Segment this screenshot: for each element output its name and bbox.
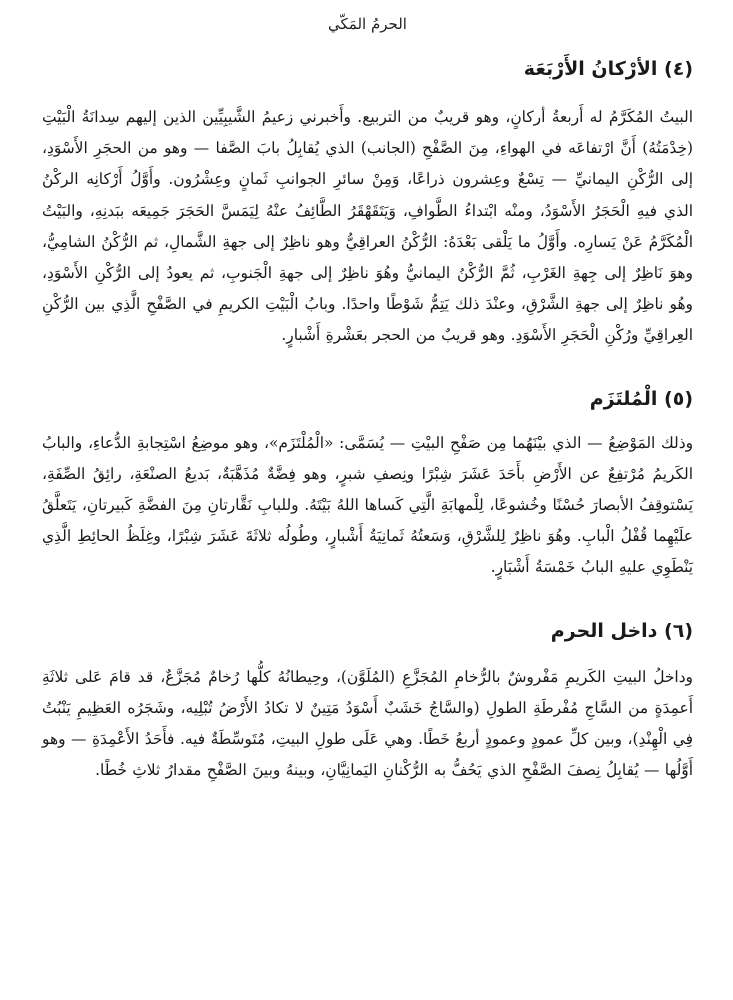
section-paragraph: وذلك المَوْضِعُ — الذي بيْنَهُما مِن صَفْحِ البيْتِ — يُسَمَّى: «الْمُلْتَزَم»، وهو موضِعُ اسْتِجابةِ الدُّعاءِ، والبابُ الكَريمُ مُرْتفِعٌ عن الأَرْضِ بأَحَدَ عَشَرَ شِبْرًا ونِصفِ شبرٍ، وهو فِضَّةٌ مُذَهَّبَةٌ، بَديعُ الصنْعَةِ، رائِقُ الصِّفَةِ، يَسْتوقِفُ الأبصارَ حُسْنًا وخُشوعًا، لِلْمهابَةِ الَّتِي كَساها اللهُ بَيْتَهُ. وللبابِ نَقَّارتانِ مِنَ الفضَّةِ كَبيرتانِ، يَتَعلَّقُ علَيْهِما قُفْلُ الْبابِ. وهُوَ ناظِرٌ لِلشَّرْقِ، وَسَعتُهُ ثَمانِيَةُ أَشْبارٍ، وطُولُه ثلاثَةَ عَشَرَ شِبْرًا، وغِلَظُ الحائِطِ الَّذِي يَنْطَوِي عليهِ البابُ خَمْسَةُ أَشْبَارٍ.	[42, 433, 693, 577]
section-paragraph: البيتُ المُكَرَّمُ له أَربعةُ أركانٍ، وهو قريبٌ من التربيع. وأَخبرني زعيمُ الشَّيبِيِّين الذين إليهم سِدانَةُ الْبَيْتِ (خِدْمَتُهُ) أَنَّ ارْتفاعَه في الهواءِ، مِنَ الصَّفْحِ (الجانب) الذي يُقابِلُ بابَ الصَّفا — وهو من الحجَرِ الأَسْوَدِ، إلى الرُّكْنِ اليمانيِّ — تِسْعٌ وعِشرون ذراعًا، وَمِنْ سائرِ الجوانبِ ثَمانٍ وعِشْرُون. وأَوَّلُ أَرْكانِه الركْنُ الذي فيهِ الْحَجَرُ الأَسْوَدُ، ومنْه ابْتداءُ الطَّوافِ، وَيَتَقَهْقَرُ الطَّائِفُ عنْهُ لِيَمَسَّ الحَجَرَ جَمِيعَه ببَدنِهِ، والبَيْتُ الْمُكَرَّمُ عَنْ يَسارِه. وأَوَّلُ ما يَلْقى بَعْدَهُ: الرُّكْنُ العراقِيُّ وهو ناظِرٌ إلى جهةِ الشَّمالِ، ثم الرُّكْنُ الشامِيُّ، وهوَ نَاظِرٌ إلى جِهةِ الغَرْبِ، ثُمَّ الرُّكْنُ اليمانيُّ وهُوَ ناظِرٌ إلى جهةِ الْجَنوبِ، ثم يعودُ إلى الرُّكْنِ الأَسْوَدِ، وهُو ناظِرٌ إلى جهةِ الشَّرْقِ، وعنْدَ ذلك يَتِمُّ شَوْطًا واحدًا. وبابُ الْبَيْتِ الكريمِ في الصَّفْحِ الَّذِي بين الرُّكْنِ العِراقِيِّ ورُكْنِ الْحَجَرِ الأَسْوَدِ. وهو قريبٌ من الحجر بعَشْرةِ أَشْبارٍ.	[42, 108, 693, 345]
section-heading: (٤) الأرْكانُ الأَرْبَعَة	[523, 58, 693, 80]
running-head: الحرمُ المَكّي	[328, 15, 407, 33]
section-paragraph: وداخلُ البيتِ الكَريمِ مَفْروشٌ بالرُّخامِ المُجَزَّعِ (المُلَوَّن)، وحِيطانُهُ كلُّها رُخامٌ مُجَزَّعٌ، قد قامَ عَلى ثلاثَةِ أَعمِدَةٍ من السَّاجِ مُفْرطَةِ الطولِ (والسَّاجُ خَشَبٌ أَسْوَدُ مَتِينٌ لا تكادُ الأَرْضُ تُبْلِيه، وشَجَرُه العَظِيمِ يَنْبُتُ فِي الْهِنْدِ)، وبين كلِّ عمودٍ وعمودٍ أربعُ خَطًا. وهي عَلَى طولِ البيتِ، مُتَوسِّطَةٌ فيه. فأَحَدُ الأَعْمِدَةِ — وهو أَوَّلُها — يُقابِلُ نِصفَ الصَّفْحِ الذي يَحُفُّ به الرُّكْنانِ اليَمانِيَّانِ، وبينهُ وبينَ الصَّفْحِ مقدارُ ثلاثِ خُطًا.	[42, 667, 693, 780]
section-four-corners	[42, 56, 693, 352]
section-inside-haram	[42, 618, 693, 787]
section-heading: (٦) داخل الحرم	[550, 619, 693, 642]
section-multazam	[42, 386, 693, 584]
section-heading: (٥) الْمُلتَزَم	[589, 387, 693, 410]
